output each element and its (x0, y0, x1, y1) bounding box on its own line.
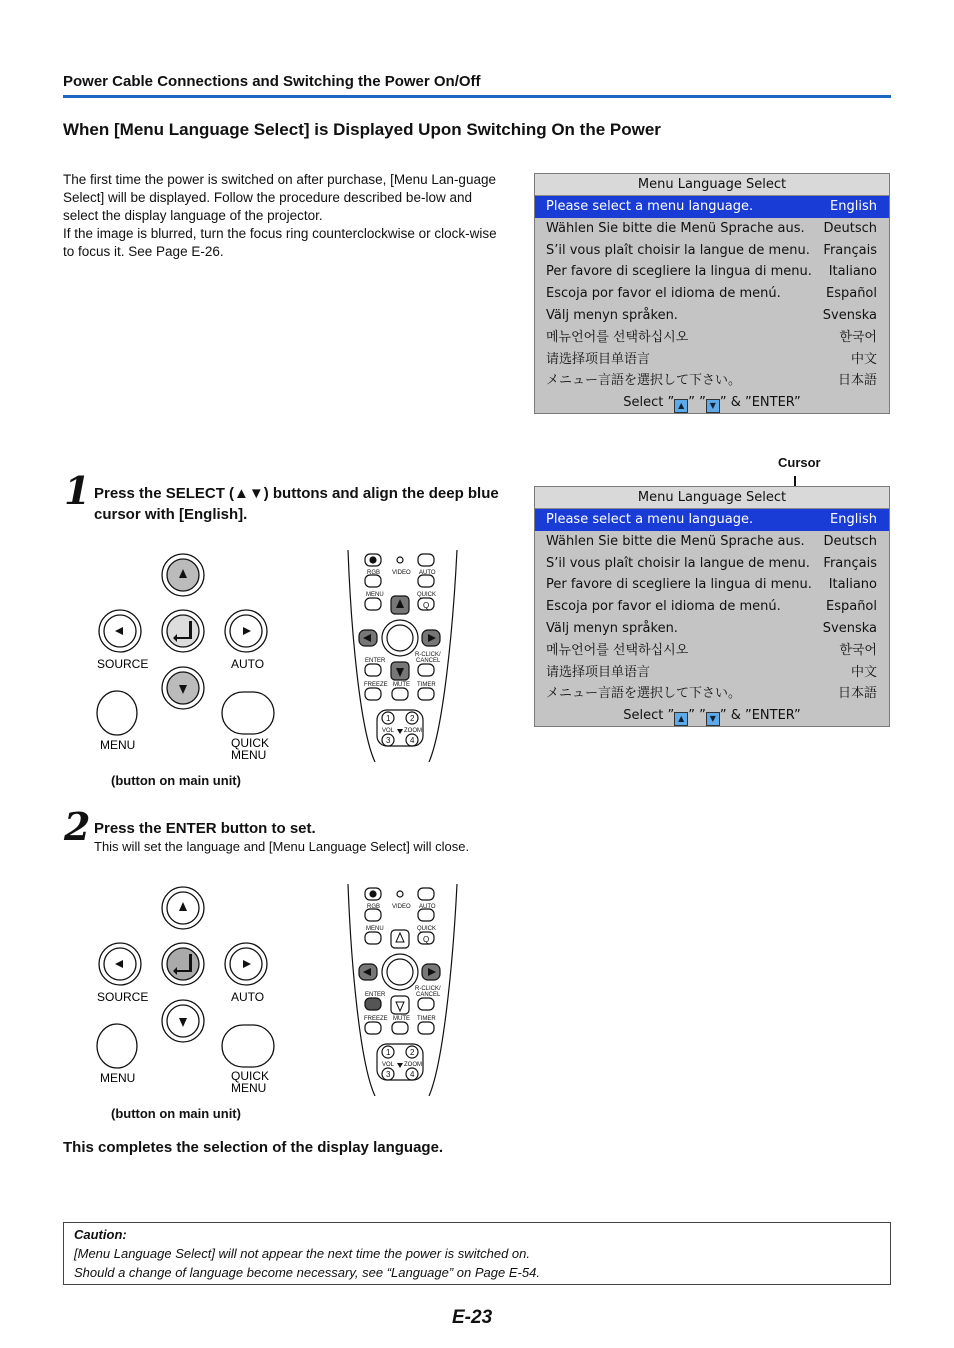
menu-row-lang: Español (825, 599, 877, 615)
menu-row-lang: Deutsch (823, 533, 877, 549)
remote-key-label: 4 (410, 1070, 415, 1079)
menu-row-deutsch[interactable] (535, 531, 889, 553)
remote-key-label: 2 (410, 1048, 415, 1057)
menu-row-svenska[interactable] (535, 305, 889, 327)
caution-box (63, 1222, 891, 1285)
menu-row-lang: Deutsch (823, 220, 877, 236)
menu-row-lang: 日本語 (837, 686, 877, 702)
remote-control-diagram (345, 550, 460, 762)
remote-key-label: 4 (410, 736, 415, 745)
source-label: SOURCE (97, 990, 149, 1004)
remote-rgb-label: RGB (367, 904, 381, 910)
menu-row-text: 메뉴언어를 선택하십시오 (546, 642, 689, 658)
menu-row-japanese[interactable] (535, 370, 889, 392)
main-unit-buttons-diagram (90, 548, 290, 768)
remote-zoom-label: ZOOM (404, 1062, 422, 1068)
remote-menu-label: MENU (366, 926, 384, 932)
quick-label: MENU (231, 1081, 267, 1095)
menu-row-lang: 中文 (850, 664, 877, 680)
menu-row-text: Wählen Sie bitte die Menü Sprache aus. (546, 220, 805, 236)
menu-row-deutsch[interactable] (535, 218, 889, 240)
intro-paragraph: If the image is blurred, turn the focus ring counterclockwise or clock-wise to focus it. See Page E-26. (63, 226, 497, 259)
menu-language-panel (534, 173, 890, 414)
menu-row-lang: Svenska (822, 307, 877, 323)
remote-key-label: 3 (386, 1070, 391, 1079)
menu-row-japanese[interactable] (535, 683, 889, 705)
remote-rclick-label: CANCEL (416, 658, 441, 664)
quick-label: QUICK (231, 1069, 270, 1083)
remote-freeze-label: FREEZE (364, 682, 388, 688)
menu-row-lang: 中文 (850, 351, 877, 367)
remote-video-label: VIDEO (392, 570, 411, 576)
down-arrow-icon: ▼ (706, 712, 720, 726)
remote-rgb-label: RGB (367, 570, 381, 576)
menu-row-svenska[interactable] (535, 618, 889, 640)
remote-key-label: 1 (386, 1048, 391, 1057)
up-arrow-icon: ▲ (674, 712, 688, 726)
menu-row-italiano[interactable] (535, 261, 889, 283)
remote-enter-label: ENTER (365, 658, 386, 664)
menu-row-text: 请选择项目单语言 (546, 351, 651, 367)
menu-row-text: S’il vous plaît choisir la langue de menu. (546, 555, 810, 571)
menu-row-lang: Italiano (828, 577, 877, 593)
menu-row-lang: English (830, 199, 877, 214)
remote-video-label: VIDEO (392, 904, 411, 910)
menu-label: MENU (100, 1071, 136, 1085)
menu-row-text: Per favore di scegliere la lingua di menu. (546, 577, 812, 593)
menu-language-panel (534, 486, 890, 727)
menu-row-francais[interactable] (535, 240, 889, 262)
remote-timer-label: TIMER (417, 1016, 436, 1022)
menu-panel-title: Menu Language Select (535, 487, 889, 509)
running-header: Power Cable Connections and Switching the Power On/Off (63, 73, 481, 90)
menu-row-espanol[interactable] (535, 596, 889, 618)
caution-line: Should a change of language become necessary, see “Language” on Page E-54. (74, 1265, 540, 1280)
remote-quick-label: QUICK (417, 926, 437, 932)
menu-row-text: Välj menyn språken. (546, 307, 678, 323)
menu-row-text: Per favore di scegliere la lingua di menu. (546, 264, 812, 280)
menu-row-lang: Français (823, 242, 877, 258)
cursor-label: Cursor (778, 455, 821, 470)
menu-row-korean[interactable] (535, 640, 889, 662)
menu-row-text: Wählen Sie bitte die Menü Sprache aus. (546, 533, 805, 549)
remote-vol-label: VOL (382, 1062, 395, 1068)
menu-row-text: 메뉴언어를 선택하십시오 (546, 329, 689, 345)
step-instruction: Press the ENTER button to set. (94, 820, 316, 837)
remote-q-label: Q (423, 935, 430, 944)
menu-row-lang: 한국어 (839, 642, 877, 658)
menu-row-text: Escoja por favor el idioma de menú. (546, 599, 781, 615)
remote-menu-label: MENU (366, 592, 384, 598)
menu-row-text: Välj menyn språken. (546, 620, 678, 636)
source-label: SOURCE (97, 657, 149, 671)
quick-label: MENU (231, 748, 267, 762)
remote-q-label: Q (423, 601, 430, 610)
intro-paragraph: The first time the power is switched on after purchase, [Menu Lan-guage Select] will be displayed. Follow the procedure described be-low and select the display language of the projector. (63, 172, 496, 223)
menu-panel-title: Menu Language Select (535, 174, 889, 196)
remote-key-label: 1 (386, 714, 391, 723)
menu-row-chinese[interactable] (535, 349, 889, 371)
menu-row-text: Escoja por favor el idioma de menú. (546, 286, 781, 302)
menu-row-english[interactable] (535, 509, 889, 531)
step-number: 2 (64, 804, 91, 849)
remote-auto-label: AUTO (419, 570, 436, 576)
up-arrow-icon: ▲ (674, 399, 688, 413)
menu-row-text: 请选择项目单语言 (546, 664, 651, 680)
menu-row-francais[interactable] (535, 553, 889, 575)
remote-mute-label: MUTE (393, 1016, 410, 1022)
caution-line: [Menu Language Select] will not appear the next time the power is switched on. (74, 1246, 530, 1261)
page-number: E-23 (452, 1307, 493, 1328)
intro-text (63, 171, 505, 261)
menu-row-espanol[interactable] (535, 283, 889, 305)
quick-label: QUICK (231, 736, 270, 750)
menu-row-text: メニュー言語を選択して下さい。 (546, 686, 742, 702)
menu-row-lang: English (830, 512, 877, 527)
main-unit-caption: (button on main unit) (111, 1106, 241, 1121)
menu-row-text: Please select a menu language. (546, 199, 754, 214)
menu-row-lang: Italiano (828, 264, 877, 280)
menu-row-korean[interactable] (535, 327, 889, 349)
step-instruction: Press the SELECT (▲▼) buttons and align the deep blue cursor with [English]. (94, 485, 499, 523)
menu-row-lang: 日本語 (837, 373, 877, 389)
remote-zoom-label: ZOOM (404, 728, 422, 734)
remote-timer-label: TIMER (417, 682, 436, 688)
remote-rclick-label: R-CLICK/ (415, 986, 441, 992)
remote-rclick-label: R-CLICK/ (415, 652, 441, 658)
section-title: When [Menu Language Select] is Displayed Upon Switching On the Power (63, 120, 661, 139)
completion-note: This completes the selection of the display language. (63, 1139, 444, 1156)
caution-title: Caution: (74, 1227, 127, 1242)
auto-label: AUTO (231, 990, 265, 1004)
menu-row-chinese[interactable] (535, 662, 889, 684)
remote-quick-label: QUICK (417, 592, 437, 598)
step-number: 1 (64, 468, 91, 513)
down-arrow-icon: ▼ (706, 399, 720, 413)
header-rule (63, 95, 891, 98)
remote-enter-label: ENTER (365, 992, 386, 998)
remote-rclick-label: CANCEL (416, 992, 441, 998)
menu-row-text: メニュー言語を選択して下さい。 (546, 373, 742, 389)
step-detail: This will set the language and [Menu Language Select] will close. (94, 839, 470, 854)
auto-label: AUTO (231, 657, 265, 671)
remote-control-diagram (345, 884, 460, 1096)
menu-row-lang: 한국어 (839, 329, 877, 345)
menu-row-lang: Español (825, 286, 877, 302)
menu-panel-footer: Select ” ▲ ” ” ▼ ” & ”ENTER” (535, 705, 889, 726)
menu-row-english[interactable] (535, 196, 889, 218)
remote-mute-label: MUTE (393, 682, 410, 688)
remote-key-label: 3 (386, 736, 391, 745)
remote-key-label: 2 (410, 714, 415, 723)
remote-freeze-label: FREEZE (364, 1016, 388, 1022)
menu-row-text: Please select a menu language. (546, 512, 754, 527)
menu-label: MENU (100, 738, 136, 752)
menu-panel-footer: Select ” ▲ ” ” ▼ ” & ”ENTER” (535, 392, 889, 413)
menu-row-lang: Français (823, 555, 877, 571)
menu-row-text: S’il vous plaît choisir la langue de menu. (546, 242, 810, 258)
menu-row-lang: Svenska (822, 620, 877, 636)
remote-auto-label: AUTO (419, 904, 436, 910)
menu-row-italiano[interactable] (535, 574, 889, 596)
main-unit-caption: (button on main unit) (111, 773, 241, 788)
main-unit-buttons-diagram (90, 881, 290, 1101)
remote-vol-label: VOL (382, 728, 395, 734)
